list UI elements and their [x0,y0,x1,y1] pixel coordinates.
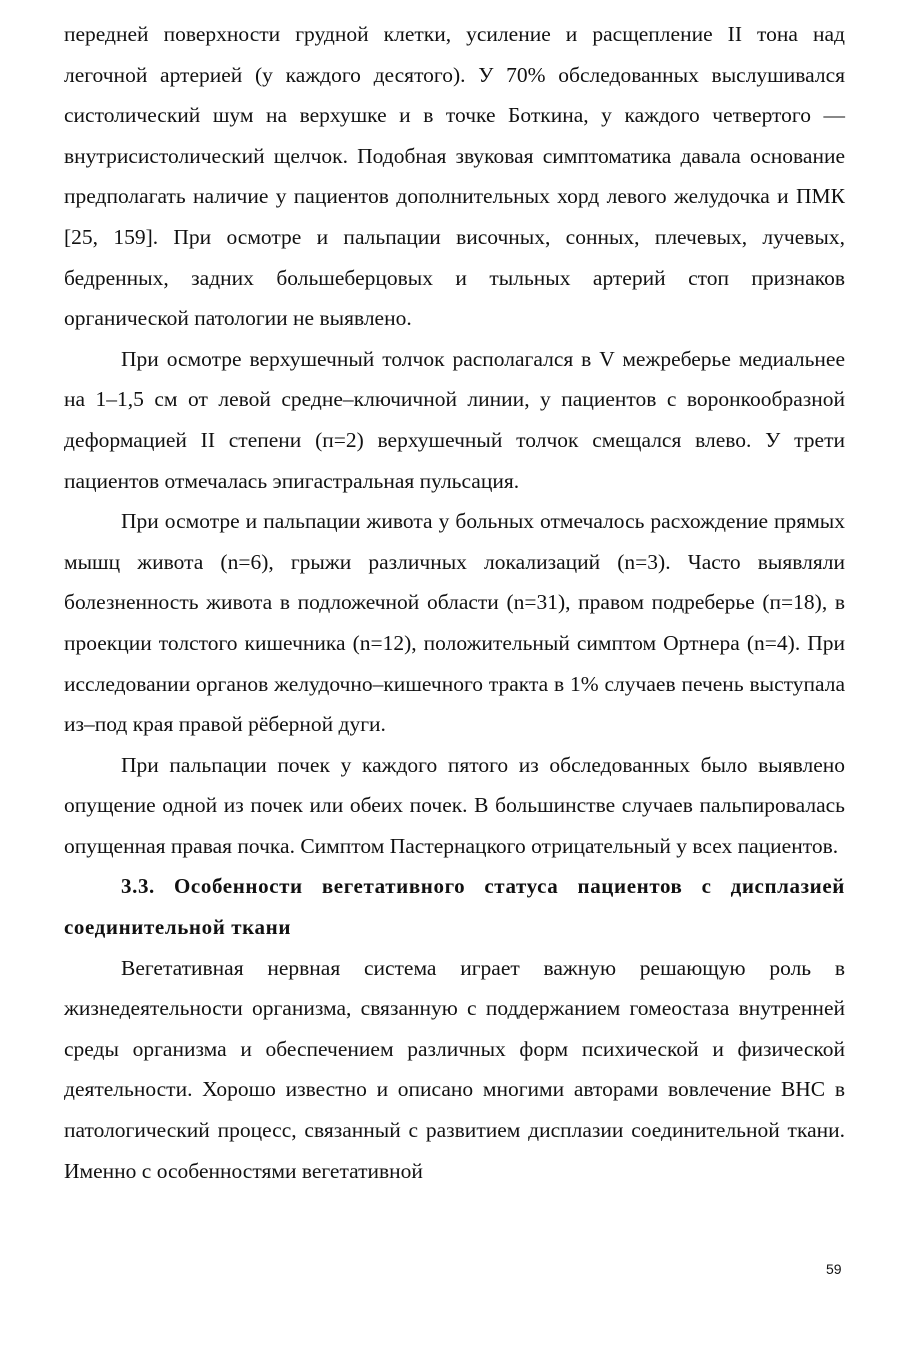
paragraph-abdomen-palpation: При осмотре и пальпации живота у больных отмечалось расхождение прямых мышц живота (n=6), грыжи различных локализаций (n=3). Часто выявляли болезненность живота в подложечной области (n=31), правом подреберье (п=18), в проекции толстого кишечника (n=12), положительный симптом Ортнера (n=4). При исследовании органов желудочно–кишечного тракта в 1% случаев печень выступала из–под края правой рёберной дуги. [64,509,845,737]
document-page [64,14,845,1191]
paragraph-apex-beat: При осмотре верхушечный толчок располагался в V межреберье медиальнее на 1–1,5 см от левой средне–ключичной линии, у пациентов с воронкообразной деформацией II степени (п=2) верхушечный толчок смещался влево. У трети пациентов отмечалась эпигастральная пульсация. [64,346,845,493]
paragraph-cardiac-findings: передней поверхности грудной клетки, усиление и расщепление II тона над легочной артерией (у каждого десятого). У 70% обследованных выслушивался систолический шум на верхушке и в точке Боткина, у каждого четвертого — внутрисистолический щелчок. Подобная звуковая симптоматика давала основание предполагать наличие у пациентов дополнительных хорд левого желудочка и ПМК [25, 159]. При осмотре и пальпации височных, сонных, плечевых, лучевых, бедренных, задних большеберцовых и тыльных артерий стоп признаков органической патологии не выявлено. [64,22,845,331]
paragraph-kidney-palpation: При пальпации почек у каждого пятого из обследованных было выявлено опущение одной из почек или обеих почек. В большинстве случаев пальпировалась опущенная правая почка. Симптом Пастернацкого отрицательный у всех пациентов. [64,752,845,858]
paragraph-autonomic-system: Вегетативная нервная система играет важную решающую роль в жизнедеятельности организма, связанную с поддержанием гомеостаза внутренней среды организма и обеспечением различных форм психической и физической деятельности. Хорошо известно и описано многими авторами вовлечение ВНС в патологический процесс, связанный с развитием дисплазии соединительной ткани. Именно с особенностями вегетативной [64,955,845,1183]
page-number: 59 [826,1261,842,1277]
section-heading: 3.3. Особенности вегетативного статуса пациентов с дисплазией соединительной ткани [64,874,845,940]
